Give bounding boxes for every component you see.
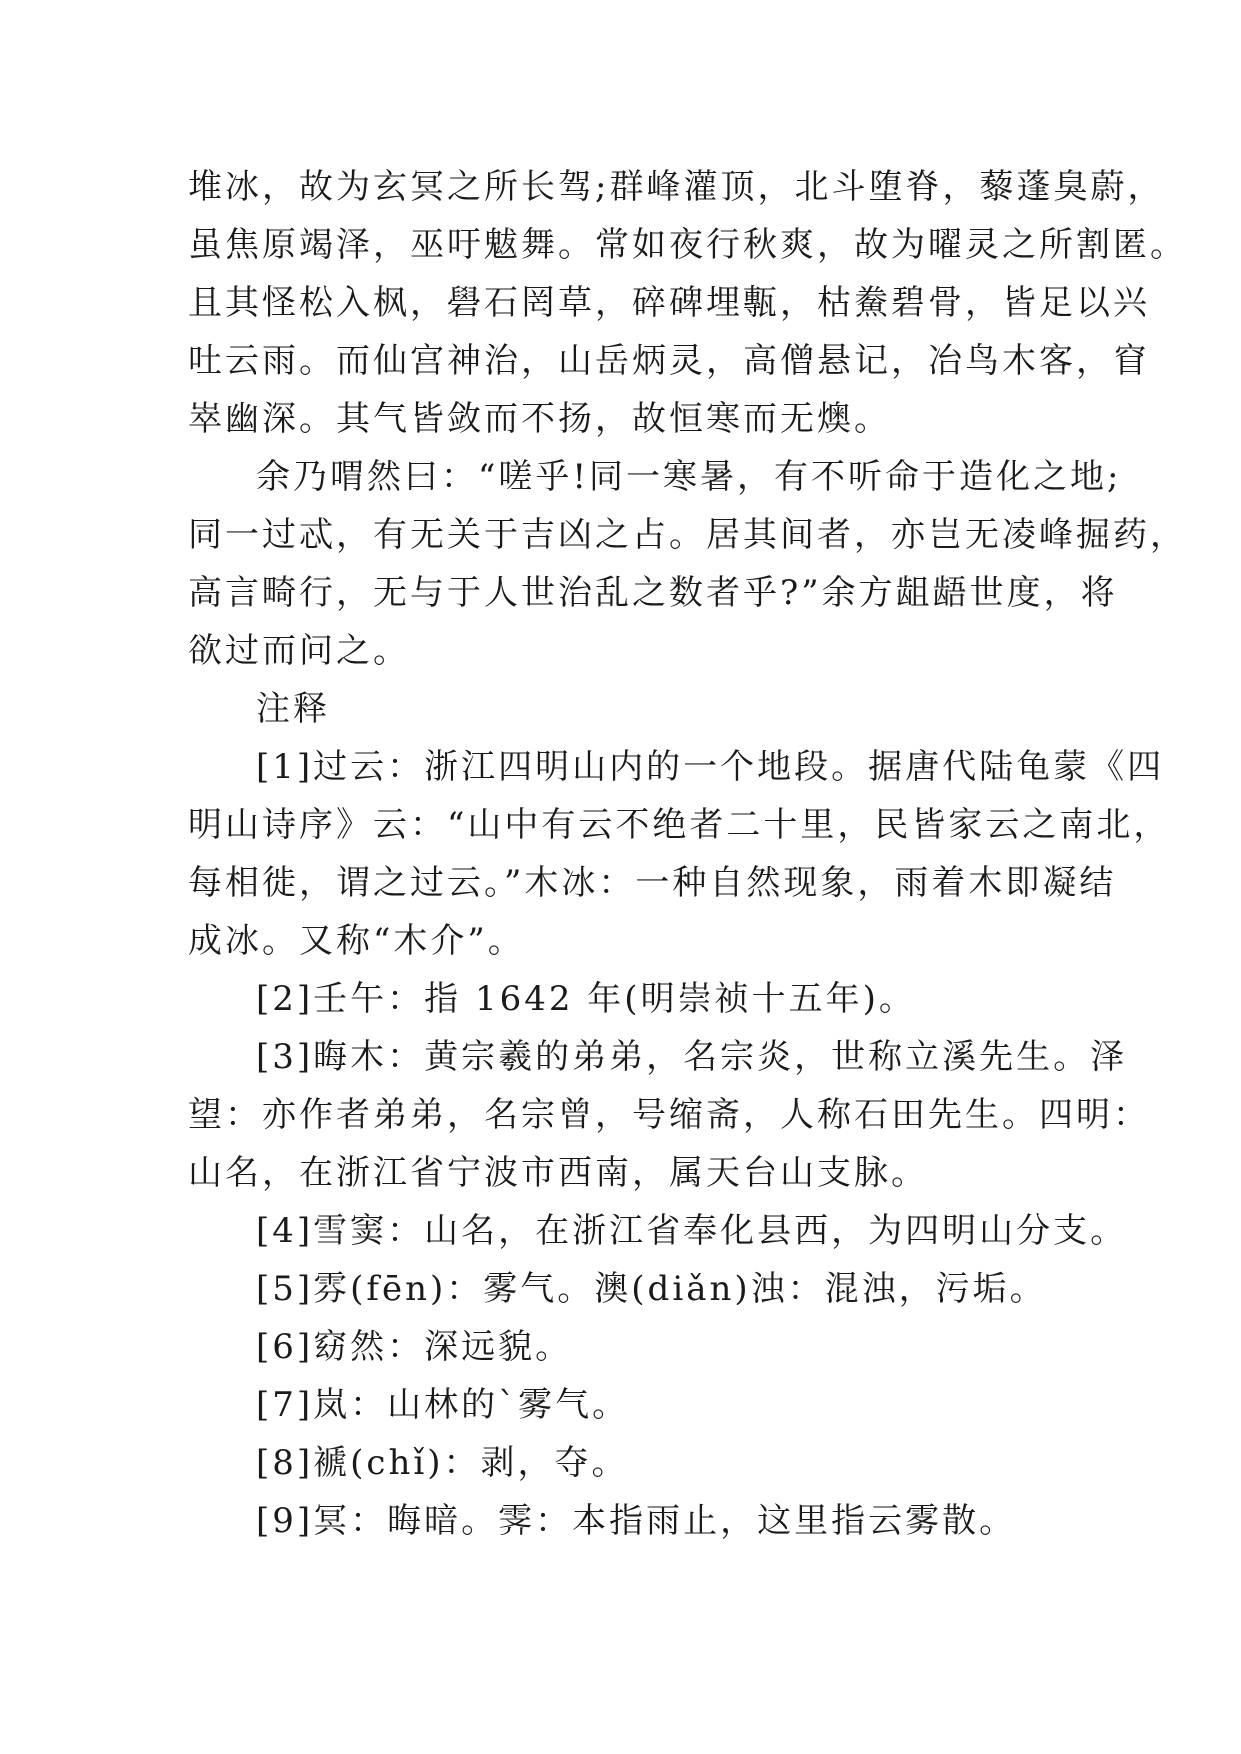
- text-line: 欲过而问之。: [188, 631, 410, 671]
- note-9-line: [9]冥：晦暗。霁：本指雨止，这里指云雾散。: [256, 1501, 1017, 1541]
- text-line: 且其怪松入枫，礐石罔草，碎碑埋甎，枯鮝碧骨，皆足以兴: [188, 283, 1150, 323]
- text-line: 崒幽深。其气皆敛而不扬，故恒寒而无燠。: [188, 399, 891, 439]
- note-6-line: [6]窈然：深远貌。: [256, 1327, 573, 1367]
- text-line: 虽焦原竭泽，巫吁魃舞。常如夜行秋爽，故为曜灵之所割匿。: [188, 225, 1187, 265]
- note-3-line: 山名，在浙江省宁波市西南，属天台山支脉。: [188, 1153, 928, 1193]
- document-page: [188, 158, 1187, 1550]
- note-1-line: 每相徙，谓之过云。”木冰：一种自然现象，雨着木即凝结: [188, 863, 1117, 903]
- text-line: 堆冰，故为玄冥之所长驾;群峰灌顶，北斗堕脊，藜蓬臭蔚，: [188, 167, 1165, 207]
- note-8-line: [8]褫(chǐ)：剥，夺。: [256, 1443, 629, 1483]
- note-2-line: [2]壬午：指 1642 年(明崇祯十五年)。: [256, 979, 916, 1019]
- text-line: 高言畸行，无与于人世治乱之数者乎?”余方龃龉世度，将: [188, 573, 1118, 613]
- note-1-line: [1]过云：浙江四明山内的一个地段。据唐代陆龟蒙《四: [256, 747, 1165, 787]
- note-1-line: 明山诗序》云：“山中有云不绝者二十里，民皆家云之南北，: [188, 805, 1171, 845]
- note-3-line: 望：亦作者弟弟，名宗曾，号缩斋，人称石田先生。四明：: [188, 1095, 1150, 1135]
- paragraph-start-line: 余乃喟然曰：“嗟乎!同一寒暑，有不听命于造化之地;: [256, 457, 1122, 497]
- note-5-line: [5]雰(fēn)：雾气。澳(diǎn)浊：混浊，污垢。: [256, 1269, 1047, 1309]
- notes-heading: 注释: [256, 689, 330, 729]
- note-4-line: [4]雪窦：山名，在浙江省奉化县西，为四明山分支。: [256, 1211, 1128, 1251]
- note-3-line: [3]晦木：黄宗羲的弟弟，名宗炎，世称立溪先生。泽: [256, 1037, 1128, 1077]
- text-line: 吐云雨。而仙宫神治，山岳炳灵，高僧悬记，冶鸟木客，窅: [188, 341, 1150, 381]
- note-7-line: [7]岚：山林的`雾气。: [256, 1385, 630, 1425]
- text-line: 同一过忒，有无关于吉凶之占。居其间者，亦岂无凌峰掘药，: [188, 515, 1187, 555]
- note-1-line: 成冰。又称“木介”。: [188, 921, 525, 961]
